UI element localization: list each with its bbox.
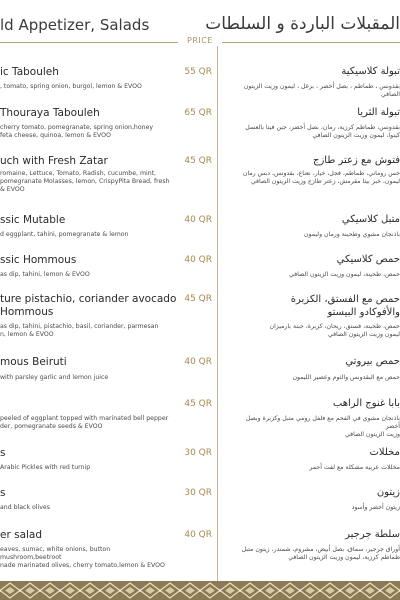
menu-item	[0, 155, 400, 205]
menu-item	[0, 356, 400, 386]
item-desc-ar: خس روماني، طماطم، فجل، خيار، نعناع، بقدونس، دبس رمان ليمون، خبز بيتا مقرمش، زعتر طازج وزيت الزيتون الصافي	[242, 170, 400, 185]
item-desc-ar: باذنجان مشوي وطحينة ورمان وليمون	[304, 231, 400, 238]
item-name-ar: فتوش مع زعتر طازج	[312, 155, 400, 166]
header-rule-left	[0, 42, 178, 43]
item-name-en: er salad	[0, 529, 43, 541]
item-desc-ar: بقدونس، طماطم كرزية، رمان، بصل أخضر، جبن فيتا بالعسل كينوا، ليمون وزيت الزيتون الصافي	[245, 124, 400, 139]
section-title-ar: المقبلات الباردة و السلطات	[205, 14, 400, 34]
item-price: 30 QR	[184, 488, 212, 498]
item-desc-ar: زيتون أخضر وأسود	[351, 504, 400, 511]
item-name-en: ssic Hommous	[0, 254, 77, 266]
item-name-ar: حمص بيروتي	[345, 356, 400, 367]
header-rule-right	[222, 42, 400, 43]
item-desc-en: cherry tomato, pomegranate, spring onion,honey feta cheese, quinoa, lemon & EVOO	[0, 124, 154, 139]
item-desc-ar: باذنجان مشوي في الفحم مع فلفل رومي متبل وكزبرة وبصل أخضر وزيت الزيتون الصافي	[245, 415, 400, 438]
item-name-ar: حمص كلاسيكي	[336, 254, 400, 265]
item-name-en: mous Beiruti	[0, 356, 67, 368]
item-price: 65 QR	[184, 108, 212, 118]
price-column-label: PRICE	[187, 36, 213, 45]
item-name-ar: مخللات	[369, 447, 400, 458]
menu-header	[0, 0, 400, 48]
section-title-en: ld Appetizer, Salads	[0, 16, 150, 34]
item-name-en: uch with Fresh Zatar	[0, 155, 108, 167]
item-price: 55 QR	[184, 67, 212, 77]
item-desc-ar: مخللات عربية مشكلة مع لفت أحمر	[309, 464, 400, 471]
item-price: 40 QR	[184, 530, 212, 540]
item-name-ar: حمص مع الفستق، الكزبرة والأفوكادو البيستو	[290, 294, 400, 318]
item-name-ar: تبولة كلاسيكية	[341, 66, 400, 77]
item-name-en: ic Tabouleh	[0, 66, 59, 78]
item-price: 45 QR	[184, 399, 212, 409]
item-desc-ar: حمص مع البقدونس والثوم وعصير الليمون	[292, 374, 400, 381]
menu-item	[0, 254, 400, 284]
item-name-ar: زيتون	[376, 487, 400, 498]
menu-item	[0, 398, 400, 436]
item-price: 45 QR	[184, 156, 212, 166]
item-desc-en: peeled of eggplant topped with marinated bell pepper der, pomegranate seeds & EVOO	[0, 415, 169, 430]
item-price: 30 QR	[184, 448, 212, 458]
item-desc-en: with parsley garlic and lemon juice	[0, 374, 109, 381]
menu-item	[0, 293, 400, 345]
menu-item	[0, 529, 400, 569]
item-price: 40 QR	[184, 255, 212, 265]
menu-item	[0, 66, 400, 96]
item-desc-en: eaves, sumac, white onions, button mushroom,beetroot nade marinated olives, cherry tomato,lemon & EVOO	[0, 546, 165, 569]
item-desc-ar: بقدونس ، طماطم ، بصل أخضر ، برغل ، ليمون وزيت الزيتون الصافي	[243, 83, 400, 98]
menu-item	[0, 487, 400, 515]
item-name-ar: تبولة الثريا	[357, 107, 400, 118]
item-desc-ar: حمص، طحينة، فستق، ريحان، كزبرة، جبنة بارميزان ليمون وزيت الزيتون الصافي	[269, 323, 400, 338]
item-name-ar: بابا غنوج الراهب	[332, 398, 400, 409]
item-name-ar: متبل كلاسيكي	[341, 214, 400, 225]
item-name-en: s	[0, 487, 6, 499]
item-name-en: s	[0, 447, 6, 459]
item-desc-en: as dip, tahini, pistachio, basil, coriander, parmesan n, lemon & EVOO	[0, 323, 159, 338]
item-desc-en: , tomato, spring onion, burgol, lemon & EVOO	[0, 83, 142, 90]
item-desc-ar: أوراق جرجير، سماق، بصل أبيض، مشروم، شمندر، زيتون متبل طماطم كرزية، ليمون وزيت الزيتون الصافي	[241, 546, 400, 561]
item-name-en: Thouraya Tabouleh	[0, 107, 100, 119]
item-name-en: ture pistachio, coriander avocado Hommous	[0, 293, 177, 318]
menu-item	[0, 214, 400, 244]
menu-item	[0, 107, 400, 147]
item-price: 40 QR	[184, 215, 212, 225]
item-name-ar: سلطة جرجير	[345, 529, 400, 540]
item-desc-en: as dip, tahini, lemon & EVOO	[0, 271, 90, 278]
decorative-pattern-border	[0, 581, 400, 600]
item-desc-en: romaine, Lettuce, Tomato, Radish, cucumbe, mint, pomegranate Molasses, lemon, CrispyPita Bread, fresh & EVOO	[0, 170, 170, 193]
item-desc-en: Arabic Pickles with red turnip	[0, 464, 91, 471]
item-desc-en: and black olives	[0, 504, 50, 511]
item-price: 40 QR	[184, 357, 212, 367]
item-price: 45 QR	[184, 294, 212, 304]
item-desc-en: d eggplant, tahini, pomegranate & lemon	[0, 231, 129, 238]
item-desc-ar: حمص، طحينة، ليمون وزيت الزيتون الصافي	[289, 271, 400, 278]
menu-item	[0, 447, 400, 475]
item-name-en: ssic Mutable	[0, 214, 66, 226]
